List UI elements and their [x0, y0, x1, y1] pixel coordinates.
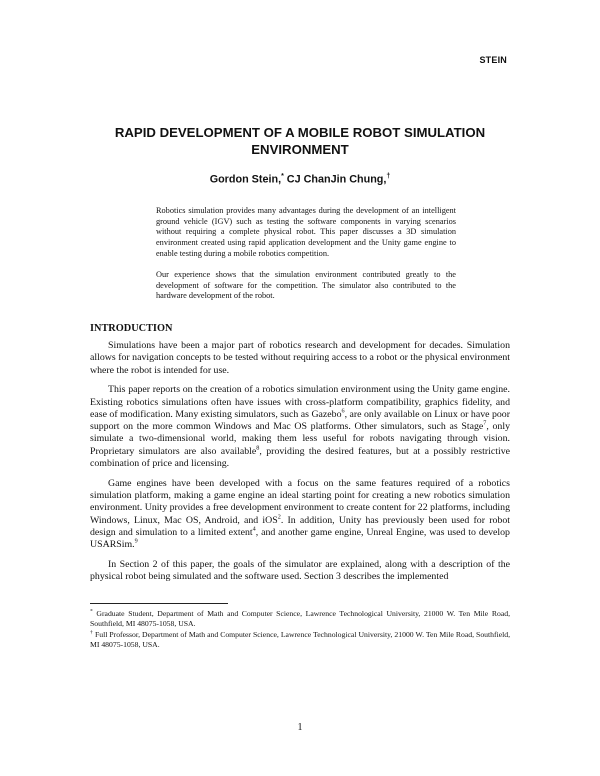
citation-ref: 4: [252, 525, 256, 533]
body-paragraph: Simulations have been a major part of robotics research and development for decades. Simulation allows for navigation concepts to be tested without requiring access to a robot or the physical environment where the robot is intended for use.: [90, 340, 510, 376]
author-footnote-mark: *: [281, 173, 284, 180]
text-span: , are only available on Linux or have poor support on the more common Windows and Mac OS platforms. Other simulators, such as Stage: [90, 408, 510, 433]
footnote: [90, 609, 510, 629]
paper-title: RAPID DEVELOPMENT OF A MOBILE ROBOT SIMULATION ENVIRONMENT: [114, 125, 486, 157]
footnote-text: Full Professor, Department of Math and Computer Science, Lawrence Technological University, 21000 W. Ten Mile Road, Southfield, MI 48075-1058, USA.: [90, 629, 511, 649]
abstract-paragraph: Our experience shows that the simulation environment contributed greatly to the development of software for the competition. The simulator also contributed to the hardware development of the robot.: [156, 270, 456, 301]
author-line: [90, 173, 510, 186]
citation-ref: 9: [134, 537, 138, 545]
author-name: CJ ChanJin Chung,: [283, 173, 387, 186]
section-heading: INTRODUCTION: [90, 323, 173, 334]
text-span: , providing the desired features, but at a possibly restrictive combination of price and licensing.: [90, 445, 510, 470]
citation-ref: 2: [277, 513, 281, 521]
abstract-paragraph: Robotics simulation provides many advantages during the development of an intelligent ground vehicle (IGV) such as testing the software components in varying scenarios without requiring a complete physical robot. This paper discusses a 3D simulation environment created using rapid application development and the Unity game engine to enable testing during a mobile robotics competition.: [156, 206, 456, 258]
text-span: , and another game engine, Unreal Engine, was used to develop USARSim.: [90, 526, 510, 551]
citation-ref: 7: [483, 419, 487, 427]
abstract: [156, 206, 456, 302]
body-paragraph: In Section 2 of this paper, the goals of the simulator are explained, along with a description of the physical robot being simulated and the software used. Section 3 describes the implemented: [90, 558, 510, 583]
footnote-mark: †: [90, 629, 93, 636]
author-name: Gordon Stein,: [209, 173, 282, 186]
text-span: Game engines have been developed with a focus on the same features required of a robotics simulation platform, making a game engine an ideal starting point for creating a new robotics simulation environment. Unity provides a free development environment to create content for 22 platforms, including Windows, Linux, Mac OS, Android, and iOS: [90, 477, 510, 526]
footnote-mark: *: [90, 608, 93, 615]
author-footnote-mark: †: [386, 173, 391, 180]
footnotes: [90, 609, 510, 650]
text-span: This paper reports on the creation of a robotics simulation environment using the Unity game engine. Existing robotics simulations often have issues with cross-platform compatibility, graphics fidelity, and ease of modification. Many existing simulators, such as Gazebo: [90, 384, 510, 420]
introduction-body: [90, 340, 510, 584]
text-span: . In addition, Unity has previously been used for robot design and simulation to a limited extent: [90, 514, 510, 538]
text-span: , only simulate a two-dimensional world, making them less useful for robots navigating through vision. Proprietary simulators are also available: [90, 421, 510, 457]
citation-ref: 6: [341, 407, 345, 415]
footnote-text: Graduate Student, Department of Math and Computer Science, Lawrence Technological University, 21000 W. Ten Mile Road, Southfield, MI 48075-1058, USA.: [90, 609, 510, 628]
body-paragraph: [90, 384, 510, 470]
page-number: 1: [297, 722, 303, 733]
footnote: [90, 630, 510, 650]
body-paragraph: [90, 478, 510, 552]
running-head: STEIN: [479, 55, 507, 65]
footnote-divider: [90, 603, 228, 604]
citation-ref: 8: [256, 444, 260, 452]
